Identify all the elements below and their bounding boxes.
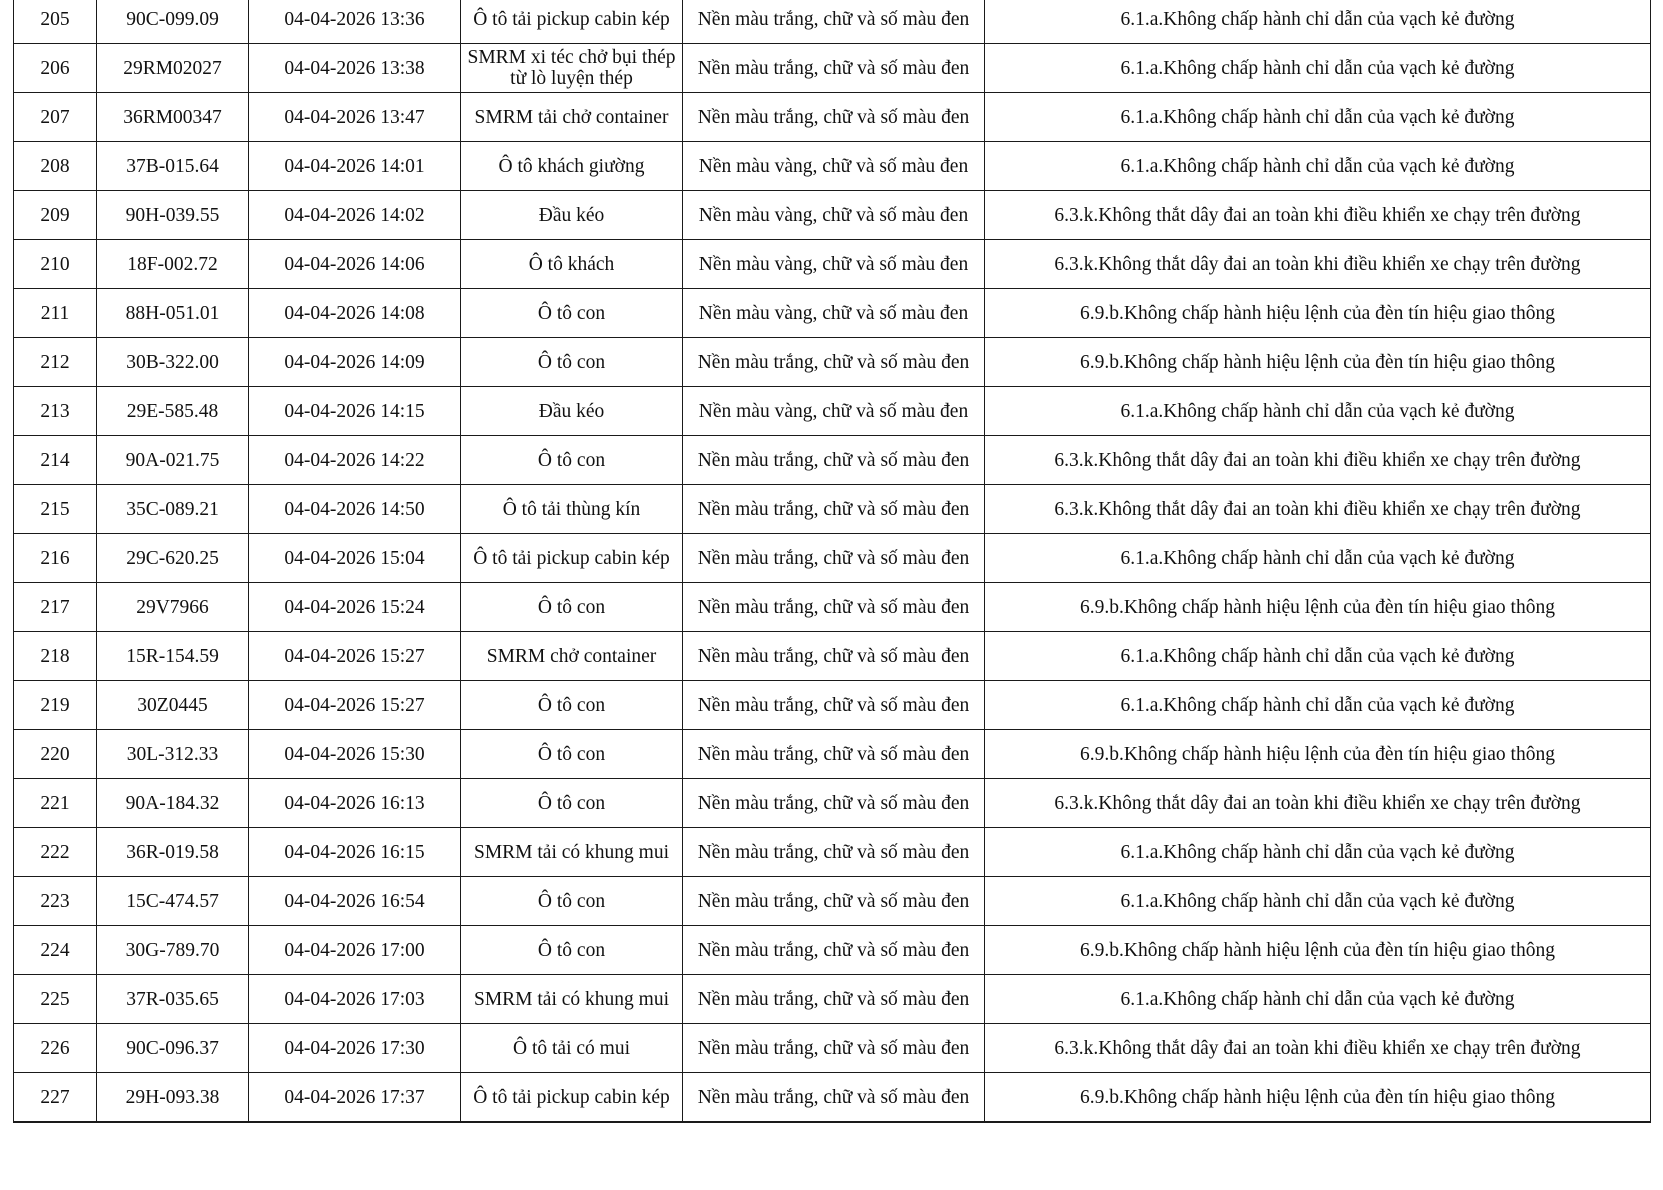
plate-color-cell: Nền màu vàng, chữ và số màu đen — [683, 191, 985, 240]
plate-color-cell: Nền màu trắng, chữ và số màu đen — [683, 93, 985, 142]
plate-color-cell: Nền màu trắng, chữ và số màu đen — [683, 877, 985, 926]
plate-color-cell: Nền màu trắng, chữ và số màu đen — [683, 583, 985, 632]
table-row — [14, 338, 1651, 387]
license-plate-cell: 18F-002.72 — [97, 240, 249, 289]
plate-color-cell: Nền màu vàng, chữ và số màu đen — [683, 387, 985, 436]
violation-description-cell: 6.9.b.Không chấp hành hiệu lệnh của đèn tín hiệu giao thông — [985, 926, 1651, 975]
table-row — [14, 240, 1651, 289]
plate-color-cell: Nền màu trắng, chữ và số màu đen — [683, 926, 985, 975]
violation-description-cell: 6.1.a.Không chấp hành chỉ dẫn của vạch kẻ đường — [985, 93, 1651, 142]
violation-time-cell: 04-04-2026 14:50 — [249, 485, 461, 534]
violation-description-cell: 6.1.a.Không chấp hành chỉ dẫn của vạch kẻ đường — [985, 387, 1651, 436]
violation-description-cell: 6.3.k.Không thắt dây đai an toàn khi điều khiển xe chạy trên đường — [985, 485, 1651, 534]
license-plate-cell: 30B-322.00 — [97, 338, 249, 387]
plate-color-cell: Nền màu trắng, chữ và số màu đen — [683, 436, 985, 485]
table-row — [14, 485, 1651, 534]
violation-description-cell: 6.3.k.Không thắt dây đai an toàn khi điều khiển xe chạy trên đường — [985, 240, 1651, 289]
table-row — [14, 0, 1651, 44]
violation-time-cell: 04-04-2026 14:06 — [249, 240, 461, 289]
plate-color-cell: Nền màu trắng, chữ và số màu đen — [683, 681, 985, 730]
vehicle-type-cell: Ô tô tải pickup cabin kép — [461, 0, 683, 44]
vehicle-type-cell: Ô tô con — [461, 436, 683, 485]
table-row — [14, 1024, 1651, 1073]
violation-time-cell: 04-04-2026 14:09 — [249, 338, 461, 387]
license-plate-cell: 29E-585.48 — [97, 387, 249, 436]
violation-time-cell: 04-04-2026 17:03 — [249, 975, 461, 1024]
violation-description-cell: 6.3.k.Không thắt dây đai an toàn khi điều khiển xe chạy trên đường — [985, 1024, 1651, 1073]
row-number-cell: 220 — [14, 730, 97, 779]
violation-description-cell: 6.3.k.Không thắt dây đai an toàn khi điều khiển xe chạy trên đường — [985, 779, 1651, 828]
violation-time-cell: 04-04-2026 15:27 — [249, 681, 461, 730]
table-row — [14, 828, 1651, 877]
license-plate-cell: 37B-015.64 — [97, 142, 249, 191]
license-plate-cell: 30L-312.33 — [97, 730, 249, 779]
license-plate-cell: 29RM02027 — [97, 44, 249, 93]
row-number-cell: 221 — [14, 779, 97, 828]
row-number-cell: 225 — [14, 975, 97, 1024]
vehicle-type-cell: Ô tô tải thùng kín — [461, 485, 683, 534]
row-number-cell: 224 — [14, 926, 97, 975]
violation-description-cell: 6.1.a.Không chấp hành chỉ dẫn của vạch kẻ đường — [985, 142, 1651, 191]
license-plate-cell: 90C-096.37 — [97, 1024, 249, 1073]
violation-description-cell: 6.1.a.Không chấp hành chỉ dẫn của vạch kẻ đường — [985, 681, 1651, 730]
violation-time-cell: 04-04-2026 14:15 — [249, 387, 461, 436]
table-row — [14, 779, 1651, 828]
vehicle-type-cell: Ô tô tải pickup cabin kép — [461, 1073, 683, 1123]
license-plate-cell: 30Z0445 — [97, 681, 249, 730]
vehicle-type-cell: SMRM tải có khung mui — [461, 828, 683, 877]
table-row — [14, 289, 1651, 338]
table-row — [14, 632, 1651, 681]
row-number-cell: 211 — [14, 289, 97, 338]
row-number-cell: 215 — [14, 485, 97, 534]
license-plate-cell: 90C-099.09 — [97, 0, 249, 44]
license-plate-cell: 88H-051.01 — [97, 289, 249, 338]
row-number-cell: 210 — [14, 240, 97, 289]
table-row — [14, 191, 1651, 240]
license-plate-cell: 90H-039.55 — [97, 191, 249, 240]
row-number-cell: 222 — [14, 828, 97, 877]
vehicle-type-cell: Ô tô con — [461, 681, 683, 730]
vehicle-type-cell: Ô tô con — [461, 730, 683, 779]
row-number-cell: 213 — [14, 387, 97, 436]
violation-description-cell: 6.9.b.Không chấp hành hiệu lệnh của đèn tín hiệu giao thông — [985, 289, 1651, 338]
license-plate-cell: 36R-019.58 — [97, 828, 249, 877]
violation-time-cell: 04-04-2026 15:30 — [249, 730, 461, 779]
vehicle-type-cell: Ô tô con — [461, 338, 683, 387]
vehicle-type-cell: Đầu kéo — [461, 387, 683, 436]
violation-time-cell: 04-04-2026 17:37 — [249, 1073, 461, 1123]
license-plate-cell: 90A-184.32 — [97, 779, 249, 828]
violation-description-cell: 6.3.k.Không thắt dây đai an toàn khi điều khiển xe chạy trên đường — [985, 436, 1651, 485]
violation-time-cell: 04-04-2026 14:08 — [249, 289, 461, 338]
vehicle-type-cell: Ô tô khách giường — [461, 142, 683, 191]
vehicle-type-cell: SMRM tải có khung mui — [461, 975, 683, 1024]
vehicle-type-cell: SMRM tải chở container — [461, 93, 683, 142]
plate-color-cell: Nền màu vàng, chữ và số màu đen — [683, 240, 985, 289]
row-number-cell: 208 — [14, 142, 97, 191]
row-number-cell: 216 — [14, 534, 97, 583]
vehicle-type-cell: SMRM xi téc chở bụi thép từ lò luyện thép — [461, 44, 683, 93]
violation-description-cell: 6.3.k.Không thắt dây đai an toàn khi điều khiển xe chạy trên đường — [985, 191, 1651, 240]
table-row — [14, 1073, 1651, 1123]
violation-description-cell: 6.9.b.Không chấp hành hiệu lệnh của đèn tín hiệu giao thông — [985, 730, 1651, 779]
violation-time-cell: 04-04-2026 16:54 — [249, 877, 461, 926]
plate-color-cell: Nền màu trắng, chữ và số màu đen — [683, 0, 985, 44]
plate-color-cell: Nền màu vàng, chữ và số màu đen — [683, 142, 985, 191]
row-number-cell: 219 — [14, 681, 97, 730]
row-number-cell: 217 — [14, 583, 97, 632]
license-plate-cell: 36RM00347 — [97, 93, 249, 142]
table-body — [14, 0, 1651, 1122]
license-plate-cell: 30G-789.70 — [97, 926, 249, 975]
row-number-cell: 218 — [14, 632, 97, 681]
table-row — [14, 583, 1651, 632]
table-row — [14, 730, 1651, 779]
table-row — [14, 534, 1651, 583]
violation-description-cell: 6.1.a.Không chấp hành chỉ dẫn của vạch kẻ đường — [985, 44, 1651, 93]
plate-color-cell: Nền màu trắng, chữ và số màu đen — [683, 1024, 985, 1073]
violation-time-cell: 04-04-2026 13:38 — [249, 44, 461, 93]
violation-description-cell: 6.1.a.Không chấp hành chỉ dẫn của vạch kẻ đường — [985, 534, 1651, 583]
row-number-cell: 227 — [14, 1073, 97, 1123]
vehicle-type-cell: SMRM chở container — [461, 632, 683, 681]
violation-description-cell: 6.1.a.Không chấp hành chỉ dẫn của vạch kẻ đường — [985, 975, 1651, 1024]
plate-color-cell: Nền màu trắng, chữ và số màu đen — [683, 779, 985, 828]
violation-time-cell: 04-04-2026 14:02 — [249, 191, 461, 240]
vehicle-type-cell: Ô tô con — [461, 583, 683, 632]
row-number-cell: 207 — [14, 93, 97, 142]
table-row — [14, 93, 1651, 142]
plate-color-cell: Nền màu vàng, chữ và số màu đen — [683, 289, 985, 338]
table-row — [14, 436, 1651, 485]
table-row — [14, 975, 1651, 1024]
vehicle-type-cell: Ô tô tải pickup cabin kép — [461, 534, 683, 583]
vehicle-type-cell: Ô tô khách — [461, 240, 683, 289]
vehicle-type-cell: Ô tô con — [461, 779, 683, 828]
violation-time-cell: 04-04-2026 17:00 — [249, 926, 461, 975]
plate-color-cell: Nền màu trắng, chữ và số màu đen — [683, 44, 985, 93]
violation-description-cell: 6.1.a.Không chấp hành chỉ dẫn của vạch kẻ đường — [985, 828, 1651, 877]
vehicle-type-cell: Đầu kéo — [461, 191, 683, 240]
license-plate-cell: 37R-035.65 — [97, 975, 249, 1024]
violations-table — [13, 0, 1651, 1123]
license-plate-cell: 29H-093.38 — [97, 1073, 249, 1123]
violation-time-cell: 04-04-2026 17:30 — [249, 1024, 461, 1073]
license-plate-cell: 15R-154.59 — [97, 632, 249, 681]
violation-time-cell: 04-04-2026 15:04 — [249, 534, 461, 583]
vehicle-type-cell: Ô tô con — [461, 877, 683, 926]
violation-time-cell: 04-04-2026 14:22 — [249, 436, 461, 485]
violation-description-cell: 6.9.b.Không chấp hành hiệu lệnh của đèn tín hiệu giao thông — [985, 338, 1651, 387]
row-number-cell: 205 — [14, 0, 97, 44]
plate-color-cell: Nền màu trắng, chữ và số màu đen — [683, 828, 985, 877]
plate-color-cell: Nền màu trắng, chữ và số màu đen — [683, 1073, 985, 1123]
table-row — [14, 142, 1651, 191]
violation-description-cell: 6.1.a.Không chấp hành chỉ dẫn của vạch kẻ đường — [985, 0, 1651, 44]
vehicle-type-cell: Ô tô con — [461, 926, 683, 975]
plate-color-cell: Nền màu trắng, chữ và số màu đen — [683, 485, 985, 534]
plate-color-cell: Nền màu trắng, chữ và số màu đen — [683, 534, 985, 583]
vehicle-type-cell: Ô tô tải có mui — [461, 1024, 683, 1073]
license-plate-cell: 29V7966 — [97, 583, 249, 632]
table-row — [14, 387, 1651, 436]
plate-color-cell: Nền màu trắng, chữ và số màu đen — [683, 730, 985, 779]
row-number-cell: 226 — [14, 1024, 97, 1073]
violation-time-cell: 04-04-2026 15:24 — [249, 583, 461, 632]
violation-description-cell: 6.9.b.Không chấp hành hiệu lệnh của đèn tín hiệu giao thông — [985, 1073, 1651, 1123]
violation-description-cell: 6.1.a.Không chấp hành chỉ dẫn của vạch kẻ đường — [985, 632, 1651, 681]
row-number-cell: 214 — [14, 436, 97, 485]
row-number-cell: 223 — [14, 877, 97, 926]
violation-time-cell: 04-04-2026 16:15 — [249, 828, 461, 877]
table-row — [14, 681, 1651, 730]
violation-time-cell: 04-04-2026 14:01 — [249, 142, 461, 191]
license-plate-cell: 90A-021.75 — [97, 436, 249, 485]
violation-time-cell: 04-04-2026 13:36 — [249, 0, 461, 44]
table-row — [14, 926, 1651, 975]
plate-color-cell: Nền màu trắng, chữ và số màu đen — [683, 975, 985, 1024]
row-number-cell: 206 — [14, 44, 97, 93]
violation-time-cell: 04-04-2026 13:47 — [249, 93, 461, 142]
license-plate-cell: 35C-089.21 — [97, 485, 249, 534]
row-number-cell: 209 — [14, 191, 97, 240]
table-row — [14, 877, 1651, 926]
violation-time-cell: 04-04-2026 16:13 — [249, 779, 461, 828]
violation-description-cell: 6.9.b.Không chấp hành hiệu lệnh của đèn tín hiệu giao thông — [985, 583, 1651, 632]
table-row — [14, 44, 1651, 93]
violation-description-cell: 6.1.a.Không chấp hành chỉ dẫn của vạch kẻ đường — [985, 877, 1651, 926]
vehicle-type-cell: Ô tô con — [461, 289, 683, 338]
violation-time-cell: 04-04-2026 15:27 — [249, 632, 461, 681]
plate-color-cell: Nền màu trắng, chữ và số màu đen — [683, 632, 985, 681]
license-plate-cell: 29C-620.25 — [97, 534, 249, 583]
plate-color-cell: Nền màu trắng, chữ và số màu đen — [683, 338, 985, 387]
row-number-cell: 212 — [14, 338, 97, 387]
license-plate-cell: 15C-474.57 — [97, 877, 249, 926]
